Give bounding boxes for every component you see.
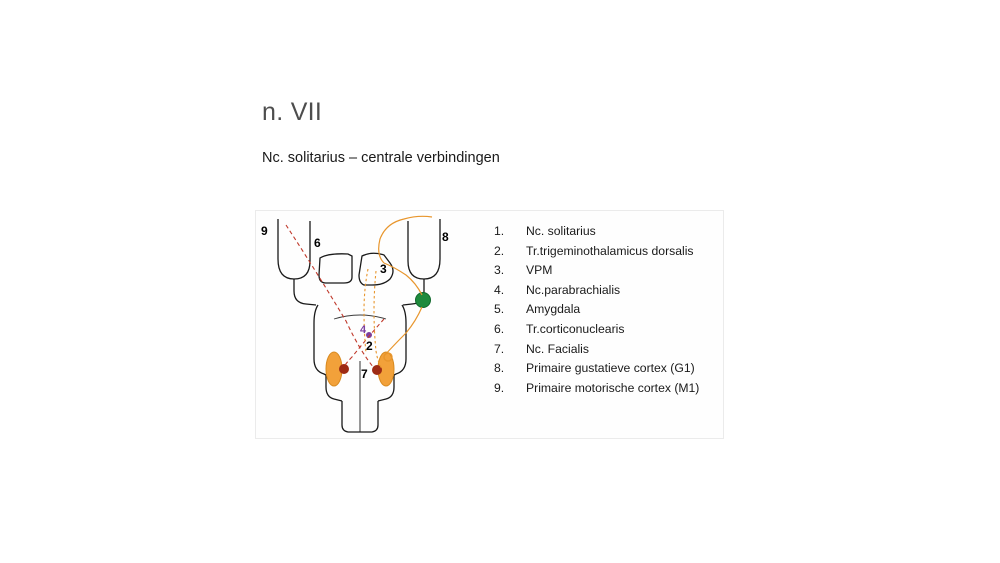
legend-label: VPM <box>526 263 553 278</box>
list-item <box>494 222 719 242</box>
figure-label-7: 7 <box>361 367 368 381</box>
legend-label: Tr.trigeminothalamicus dorsalis <box>526 243 694 258</box>
legend-label: Nc. solitarius <box>526 224 596 238</box>
page-subtitle: Nc. solitarius – centrale verbindingen <box>262 150 500 166</box>
legend-number: 3. <box>494 263 505 278</box>
thalamus-left <box>319 254 352 283</box>
figure-label-8: 8 <box>442 230 449 244</box>
list-item <box>494 320 719 340</box>
list-item <box>494 300 719 320</box>
legend-number: 2. <box>494 243 505 258</box>
figure-label-9: 9 <box>261 224 268 238</box>
legend-label: Primaire gustatieve cortex (G1) <box>526 361 695 376</box>
legend-label: Nc. Facialis <box>526 341 589 356</box>
figure-label-3: 3 <box>380 262 387 276</box>
legend-label: Tr.corticonuclearis <box>526 321 625 336</box>
legend-number: 5. <box>494 302 505 317</box>
list-item <box>494 379 719 399</box>
legend-label: Primaire motorische cortex (M1) <box>526 380 700 395</box>
legend <box>494 222 719 398</box>
legend-number: 9. <box>494 380 505 395</box>
legend-label: Nc.parabrachialis <box>526 282 621 297</box>
figure-label-6: 6 <box>314 236 321 250</box>
nucleus-marker-left <box>339 364 349 374</box>
legend-label: Amygdala <box>526 302 581 317</box>
figure-label-2: 2 <box>366 339 373 353</box>
list-item <box>494 359 719 379</box>
list-item <box>494 261 719 281</box>
cortex-outlines <box>278 219 440 305</box>
list-item <box>494 242 719 262</box>
figure-label-4: 4 <box>360 324 367 336</box>
nucleus-solitarius-marker <box>416 293 431 308</box>
thalamus-right <box>359 253 393 285</box>
list-item <box>494 281 719 301</box>
legend-number: 8. <box>494 361 505 376</box>
list-item <box>494 340 719 360</box>
legend-number: 1. <box>494 224 505 238</box>
figure-panel <box>255 210 724 439</box>
legend-number: 7. <box>494 341 505 356</box>
page-title: n. VII <box>262 98 323 126</box>
legend-number: 4. <box>494 282 505 297</box>
legend-number: 6. <box>494 321 505 336</box>
